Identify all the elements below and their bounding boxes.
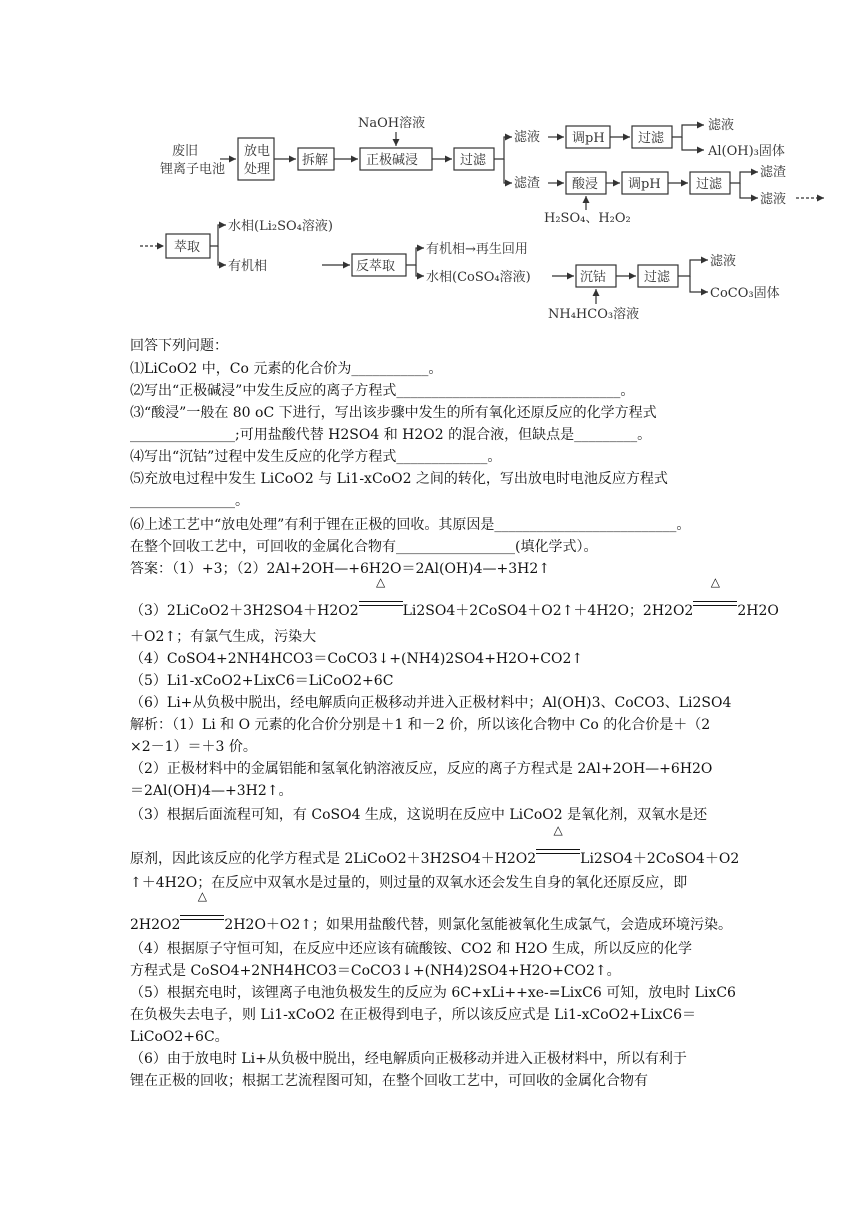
heat-equals-sign-4 <box>180 889 224 934</box>
explanation-6-line-1: （6）由于放电时 Li+从负极中脱出，经电解质向正极移动并进入正极材料中，所以有利于 <box>130 1051 687 1067</box>
heat-delta-1: △ <box>376 575 386 589</box>
extract-label: 萃取 <box>174 240 201 255</box>
question-4: ⑷写出“沉钴”过程中发生反应的化学方程式_____________。 <box>130 449 502 465</box>
aqueous-li-label: 水相(Li₂SO₄溶液) <box>228 219 333 234</box>
coco3-label: CoCO₃固体 <box>710 286 780 301</box>
answer-3-mid: Li2SO4＋2CoSO4＋O2↑＋4H2O；2H2O2 <box>402 603 694 619</box>
question-6-line-1: ⑹上述工艺中“放电处理”有利于锂在正极的回收。其原因是__________________________。 <box>130 517 691 533</box>
intro-text: 回答下列问题： <box>130 338 228 354</box>
question-3-line-1: ⑶“酸浸”一般在 80 oC 下进行，写出该步骤中发生的所有氧化还原反应的化学方程式 <box>130 405 657 421</box>
filter-label-1: 过滤 <box>460 153 487 168</box>
explanation-3d-left: 2H2O2 <box>130 917 181 933</box>
explanation-4-line-1: （4）根据原子守恒可知，在反应中还应该有硫酸铵、CO2 和 H2O 生成，所以反应的化学 <box>130 941 692 957</box>
answer-3-left: （3）2LiCoO2＋3H2SO4＋H2O2 <box>130 603 359 619</box>
acid-leach-label: 酸浸 <box>572 177 599 192</box>
aloh3-label: Al(OH)₃固体 <box>708 144 785 159</box>
explanation-5-line-3: LiCoO2+6C。 <box>130 1029 229 1045</box>
explanation-3-line-4 <box>130 889 740 934</box>
adjust-ph-label-2: 调pH <box>628 177 661 192</box>
heat-equals-sign-1 <box>359 575 403 620</box>
heat-equals-sign-3 <box>536 823 580 868</box>
filter-label-3: 过滤 <box>696 177 723 192</box>
answer-3-right: 2H2O <box>737 603 779 619</box>
explanation-3-right: Li2SO4＋2CoSO4＋O2 <box>580 851 740 867</box>
back-extract-label: 反萃取 <box>356 259 396 274</box>
alkali-leach-label: 正极碱浸 <box>366 153 419 168</box>
explanation-4-line-2: 方程式是 CoSO4+2NH4HCO3＝CoCO3↓+(NH4)2SO4+H2O+CO2↑。 <box>130 963 621 979</box>
aqueous-co-label: 水相(CoSO₄溶液) <box>426 270 531 285</box>
adjust-ph-label-1: 调pH <box>572 131 605 146</box>
filtrate-label-1: 滤液 <box>514 130 541 145</box>
disassemble-label: 拆解 <box>302 153 329 168</box>
discharge-label-2: 处理 <box>244 162 271 177</box>
answer-6: （6）Li+从负极中脱出，经电解质向正极移动并进入正极材料中；Al(OH)3、CoCO3、Li2SO4 <box>130 695 732 711</box>
residue-label-2: 滤渣 <box>760 165 787 180</box>
answer-5: （5）Li1-xCoO2+LixC6＝LiCoO2+6C <box>130 673 394 689</box>
filter-label-2: 过滤 <box>638 131 665 146</box>
explanation-3-line-2 <box>130 823 740 868</box>
question-1: ⑴LiCoO2 中，Co 元素的化合价为___________。 <box>130 361 443 377</box>
organic-label: 有机相 <box>228 259 268 274</box>
explanation-3-left: 原剂，因此该反应的化学方程式是 2LiCoO2＋3H2SO4＋H2O2 <box>130 851 537 867</box>
explanation-1-line-2: ×2－1）＝＋3 价。 <box>130 739 257 755</box>
explanation-5-line-2: 在负极失去电子，则 Li1-xCoO2 在正极得到电子，所以该反应式是 Li1-xCoO2+LixC6＝ <box>130 1007 697 1023</box>
explanation-3-line-3: ↑＋4H2O；在反应中双氧水是过量的，则过量的双氧水还会发生自身的氧化还原反应，即 <box>130 875 688 891</box>
heat-delta-3: △ <box>553 823 563 837</box>
filter-label-4: 过滤 <box>644 270 671 285</box>
answer-3-line-2: ＋O2↑；有氯气生成，污染大 <box>130 629 317 645</box>
explanation-2-line-2: ＝2Al(OH)4—+3H2↑。 <box>130 783 293 799</box>
nh4hco3-label: NH₄HCO₃溶液 <box>548 307 640 322</box>
residue-label-1: 滤渣 <box>514 176 541 191</box>
answer-3-line-1 <box>130 575 779 620</box>
filtrate-label-2: 滤液 <box>708 118 735 133</box>
explanation-2-line-1: （2）正极材料中的金属铝能和氢氧化钠溶液反应，反应的离子方程式是 2Al+2OH—+6H2O <box>130 761 713 777</box>
filtrate-label-3: 滤液 <box>760 192 787 207</box>
organic-recycle-label: 有机相→再生回用 <box>426 242 528 257</box>
explanation-1-line-1: 解析：（1）Li 和 O 元素的化合价分别是＋1 和－2 价，所以该化合物中 Co 的化合价是＋（2 <box>130 717 711 733</box>
question-2: ⑵写出“正极碱浸”中发生反应的离子方程式________________________________。 <box>130 383 635 399</box>
naoh-label: NaOH溶液 <box>358 116 426 131</box>
question-5-line-1: ⑸充放电过程中发生 LiCoO2 与 Li1-xCoO2 之间的转化，写出放电时电池反应方程式 <box>130 471 668 487</box>
discharge-label-1: 放电 <box>244 144 271 159</box>
process-flow-diagram <box>120 110 830 325</box>
heat-delta-2: △ <box>710 575 720 589</box>
answer-4: （4）CoSO4+2NH4HCO3＝CoCO3↓+(NH4)2SO4+H2O+CO2↑ <box>130 651 584 667</box>
heat-equals-sign-2 <box>693 575 737 620</box>
acid-reagents-label: H₂SO₄、H₂O₂ <box>544 211 631 226</box>
precipitate-co-label: 沉钴 <box>580 270 607 285</box>
start-label-1: 废旧 <box>172 144 199 159</box>
explanation-5-line-1: （5）根据充电时，该锂离子电池负极发生的反应为 6C+xLi++xe-=LixC6 可知，放电时 LixC6 <box>130 985 736 1001</box>
heat-delta-4: △ <box>197 889 208 903</box>
question-5-line-2: _______________。 <box>130 493 249 509</box>
question-6-line-2: 在整个回收工艺中，可回收的金属化合物有_________________(填化学式）。 <box>130 539 598 555</box>
filtrate-label-4: 滤液 <box>710 254 737 269</box>
explanation-6-line-2: 锂在正极的回收；根据工艺流程图可知，在整个回收工艺中，可回收的金属化合物有 <box>130 1073 648 1089</box>
explanation-3d-right: 2H2O＋O2↑；如果用盐酸代替，则氯化氢能被氧化生成氯气，会造成环境污染。 <box>224 917 733 933</box>
question-3-line-2: _______________;可用盐酸代替 H2SO4 和 H2O2 的混合液，但缺点是_________。 <box>130 427 652 443</box>
explanation-3-line-1: （3）根据后面流程可知，有 CoSO4 生成，这说明在反应中 LiCoO2 是氧化剂，双氧水是还 <box>130 807 708 823</box>
start-label-2: 锂离子电池 <box>160 162 226 177</box>
answer-1-2: 答案：（1）+3；（2）2Al+2OH—+6H2O＝2Al(OH)4—+3H2↑ <box>130 561 550 577</box>
